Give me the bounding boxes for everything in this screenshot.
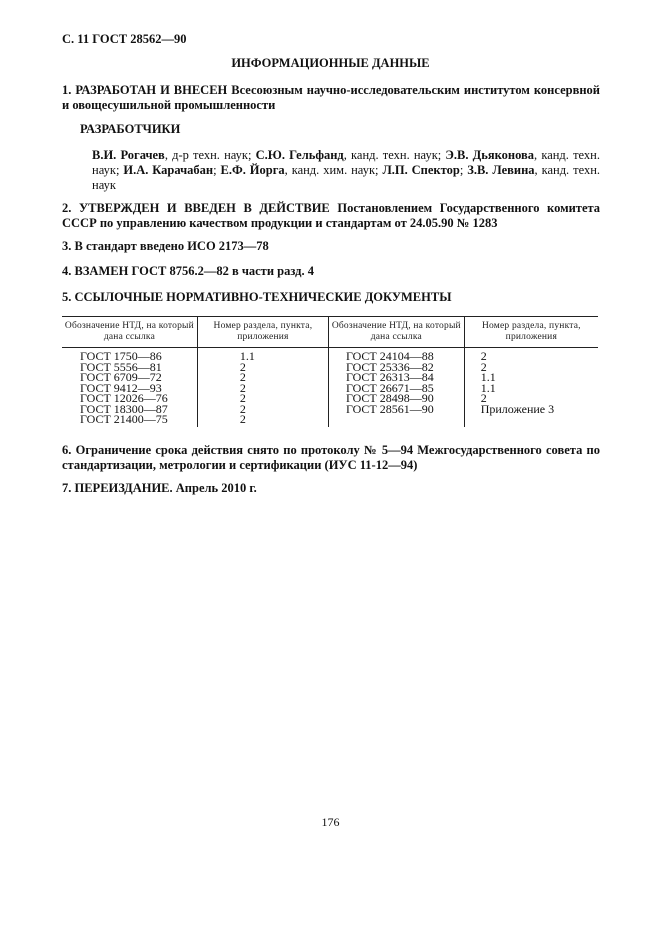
developer-title: канд. хим. наук (291, 163, 376, 177)
ref-doc: ГОСТ 25336—82 (345, 359, 434, 374)
section-number: 3. (62, 239, 72, 253)
ref-section: 1.1 (480, 370, 496, 384)
section-number: 6. (62, 443, 72, 457)
developers-list: В.И. Рогачев, д-р техн. наук; С.Ю. Гельфанд, канд. техн. наук; Э.В. Дьяконова, канд. техн. наук; И.А. Карачабан; Е.Ф. Йорга, канд. хим. наук; Л.П. Спектор; З.В. Левина, канд. техн. наук (92, 148, 601, 192)
ref-section: 2 (480, 359, 487, 374)
developer-title: канд. техн. наук (92, 163, 601, 192)
section-references (62, 290, 600, 305)
ref-doc: ГОСТ 24104—88 (345, 349, 434, 363)
developer-title: канд. техн. наук (92, 148, 600, 177)
ref-section: 2 (239, 401, 246, 416)
developer-name: Е.Ф. Йорга (220, 163, 285, 177)
ref-section: 2 (239, 380, 246, 395)
section-number: 4. (62, 264, 72, 278)
right-ref-column (464, 348, 598, 427)
developer-title: канд. техн. наук (351, 148, 438, 162)
section-text: Всесоюзным научно-исследовательским институтом консервной и овощесушильной промышленности (62, 83, 600, 112)
section-number: 5. (62, 290, 72, 304)
ref-section: 2 (239, 359, 246, 374)
section-text: Постановлением Государственного комитета СССР по управлению качеством продукции и стандартам от 24.05.90 № 1283 (62, 201, 601, 230)
ref-doc: ГОСТ 12026—76 (80, 391, 168, 405)
ref-section: 2 (239, 370, 246, 384)
section-text: в части разд. 4 (231, 264, 314, 278)
ref-section: Приложение 3 (480, 401, 555, 416)
section-text: Ограничение срока действия снято по протоколу № 5—94 Межгосударственного совета по стандартизации, метрологии и сертификации (ИУС 11-12—94) (62, 443, 600, 472)
table-row (62, 348, 598, 427)
ref-doc: ГОСТ 5556—81 (80, 359, 162, 374)
section-text: ССЫЛОЧНЫЕ НОРМАТИВНО-ТЕХНИЧЕСКИЕ ДОКУМЕНТЫ (74, 290, 452, 304)
developer-name: И.А. Карачабан (123, 163, 214, 177)
developer-name: С.Ю. Гельфанд (255, 148, 344, 162)
ref-doc: ГОСТ 21400—75 (80, 412, 168, 426)
section-approved (62, 201, 600, 231)
ref-doc: ГОСТ 18300—87 (80, 401, 168, 416)
developer-title: д-р техн. наук (172, 148, 249, 162)
ref-doc: ГОСТ 6709—72 (80, 370, 162, 384)
ref-section: 2 (480, 349, 487, 363)
ref-section: 1.1 (480, 380, 496, 395)
ref-doc: ГОСТ 28561—90 (345, 401, 434, 416)
ref-doc: ГОСТ 26671—85 (345, 380, 434, 395)
right-doc-column (328, 348, 464, 427)
section-developed (62, 83, 600, 113)
section-reissue (62, 481, 600, 496)
ref-doc: ГОСТ 9412—93 (80, 380, 162, 395)
ref-doc: ГОСТ 26313—84 (345, 370, 434, 384)
left-doc-column (62, 348, 197, 427)
section-lead: РАЗРАБОТАН И ВНЕСЕН (75, 83, 228, 97)
section-lead: ВЗАМЕН ГОСТ 8756.2—82 (74, 264, 229, 278)
section-number: 2. (62, 201, 72, 215)
column-header: Обозначение НТД, на который дана ссылка (62, 317, 197, 348)
references-table (62, 316, 598, 427)
left-ref-column (197, 348, 328, 427)
developer-name: З.В. Левина (467, 163, 535, 177)
page-title: ИНФОРМАЦИОННЫЕ ДАННЫЕ (231, 56, 430, 70)
ref-section: 2 (480, 391, 487, 405)
section-text: Апрель 2010 г. (175, 481, 257, 495)
column-header: Номер раздела, пункта, приложения (197, 317, 328, 348)
section-text: В стандарт введено ИСО 2173—78 (74, 239, 269, 253)
ref-section: 2 (239, 412, 246, 426)
ref-doc: ГОСТ 28498—90 (345, 391, 434, 405)
section-limitation (62, 443, 600, 473)
ref-doc: ГОСТ 1750—86 (80, 349, 162, 363)
developer-name: В.И. Рогачев (92, 148, 165, 162)
ref-section: 2 (239, 391, 246, 405)
section-lead: ПЕРЕИЗДАНИЕ. (74, 481, 173, 495)
column-header: Номер раздела, пункта, приложения (464, 317, 598, 348)
developer-name: Л.П. Спектор (382, 163, 460, 177)
column-header: Обозначение НТД, на который дана ссылка (328, 317, 464, 348)
table-header-row (62, 317, 598, 348)
page-number: 176 (321, 815, 340, 829)
section-iso (62, 239, 600, 254)
section-number: 7. (62, 481, 72, 495)
developer-name: Э.В. Дьяконова (445, 148, 535, 162)
developers-heading: РАЗРАБОТЧИКИ (80, 122, 181, 136)
ref-section: 1.1 (239, 349, 255, 363)
section-lead: УТВЕРЖДЕН И ВВЕДЕН В ДЕЙСТВИЕ (78, 201, 330, 215)
page-header: С. 11 ГОСТ 28562—90 (62, 32, 187, 46)
section-replaces (62, 264, 600, 279)
section-number: 1. (62, 83, 72, 97)
